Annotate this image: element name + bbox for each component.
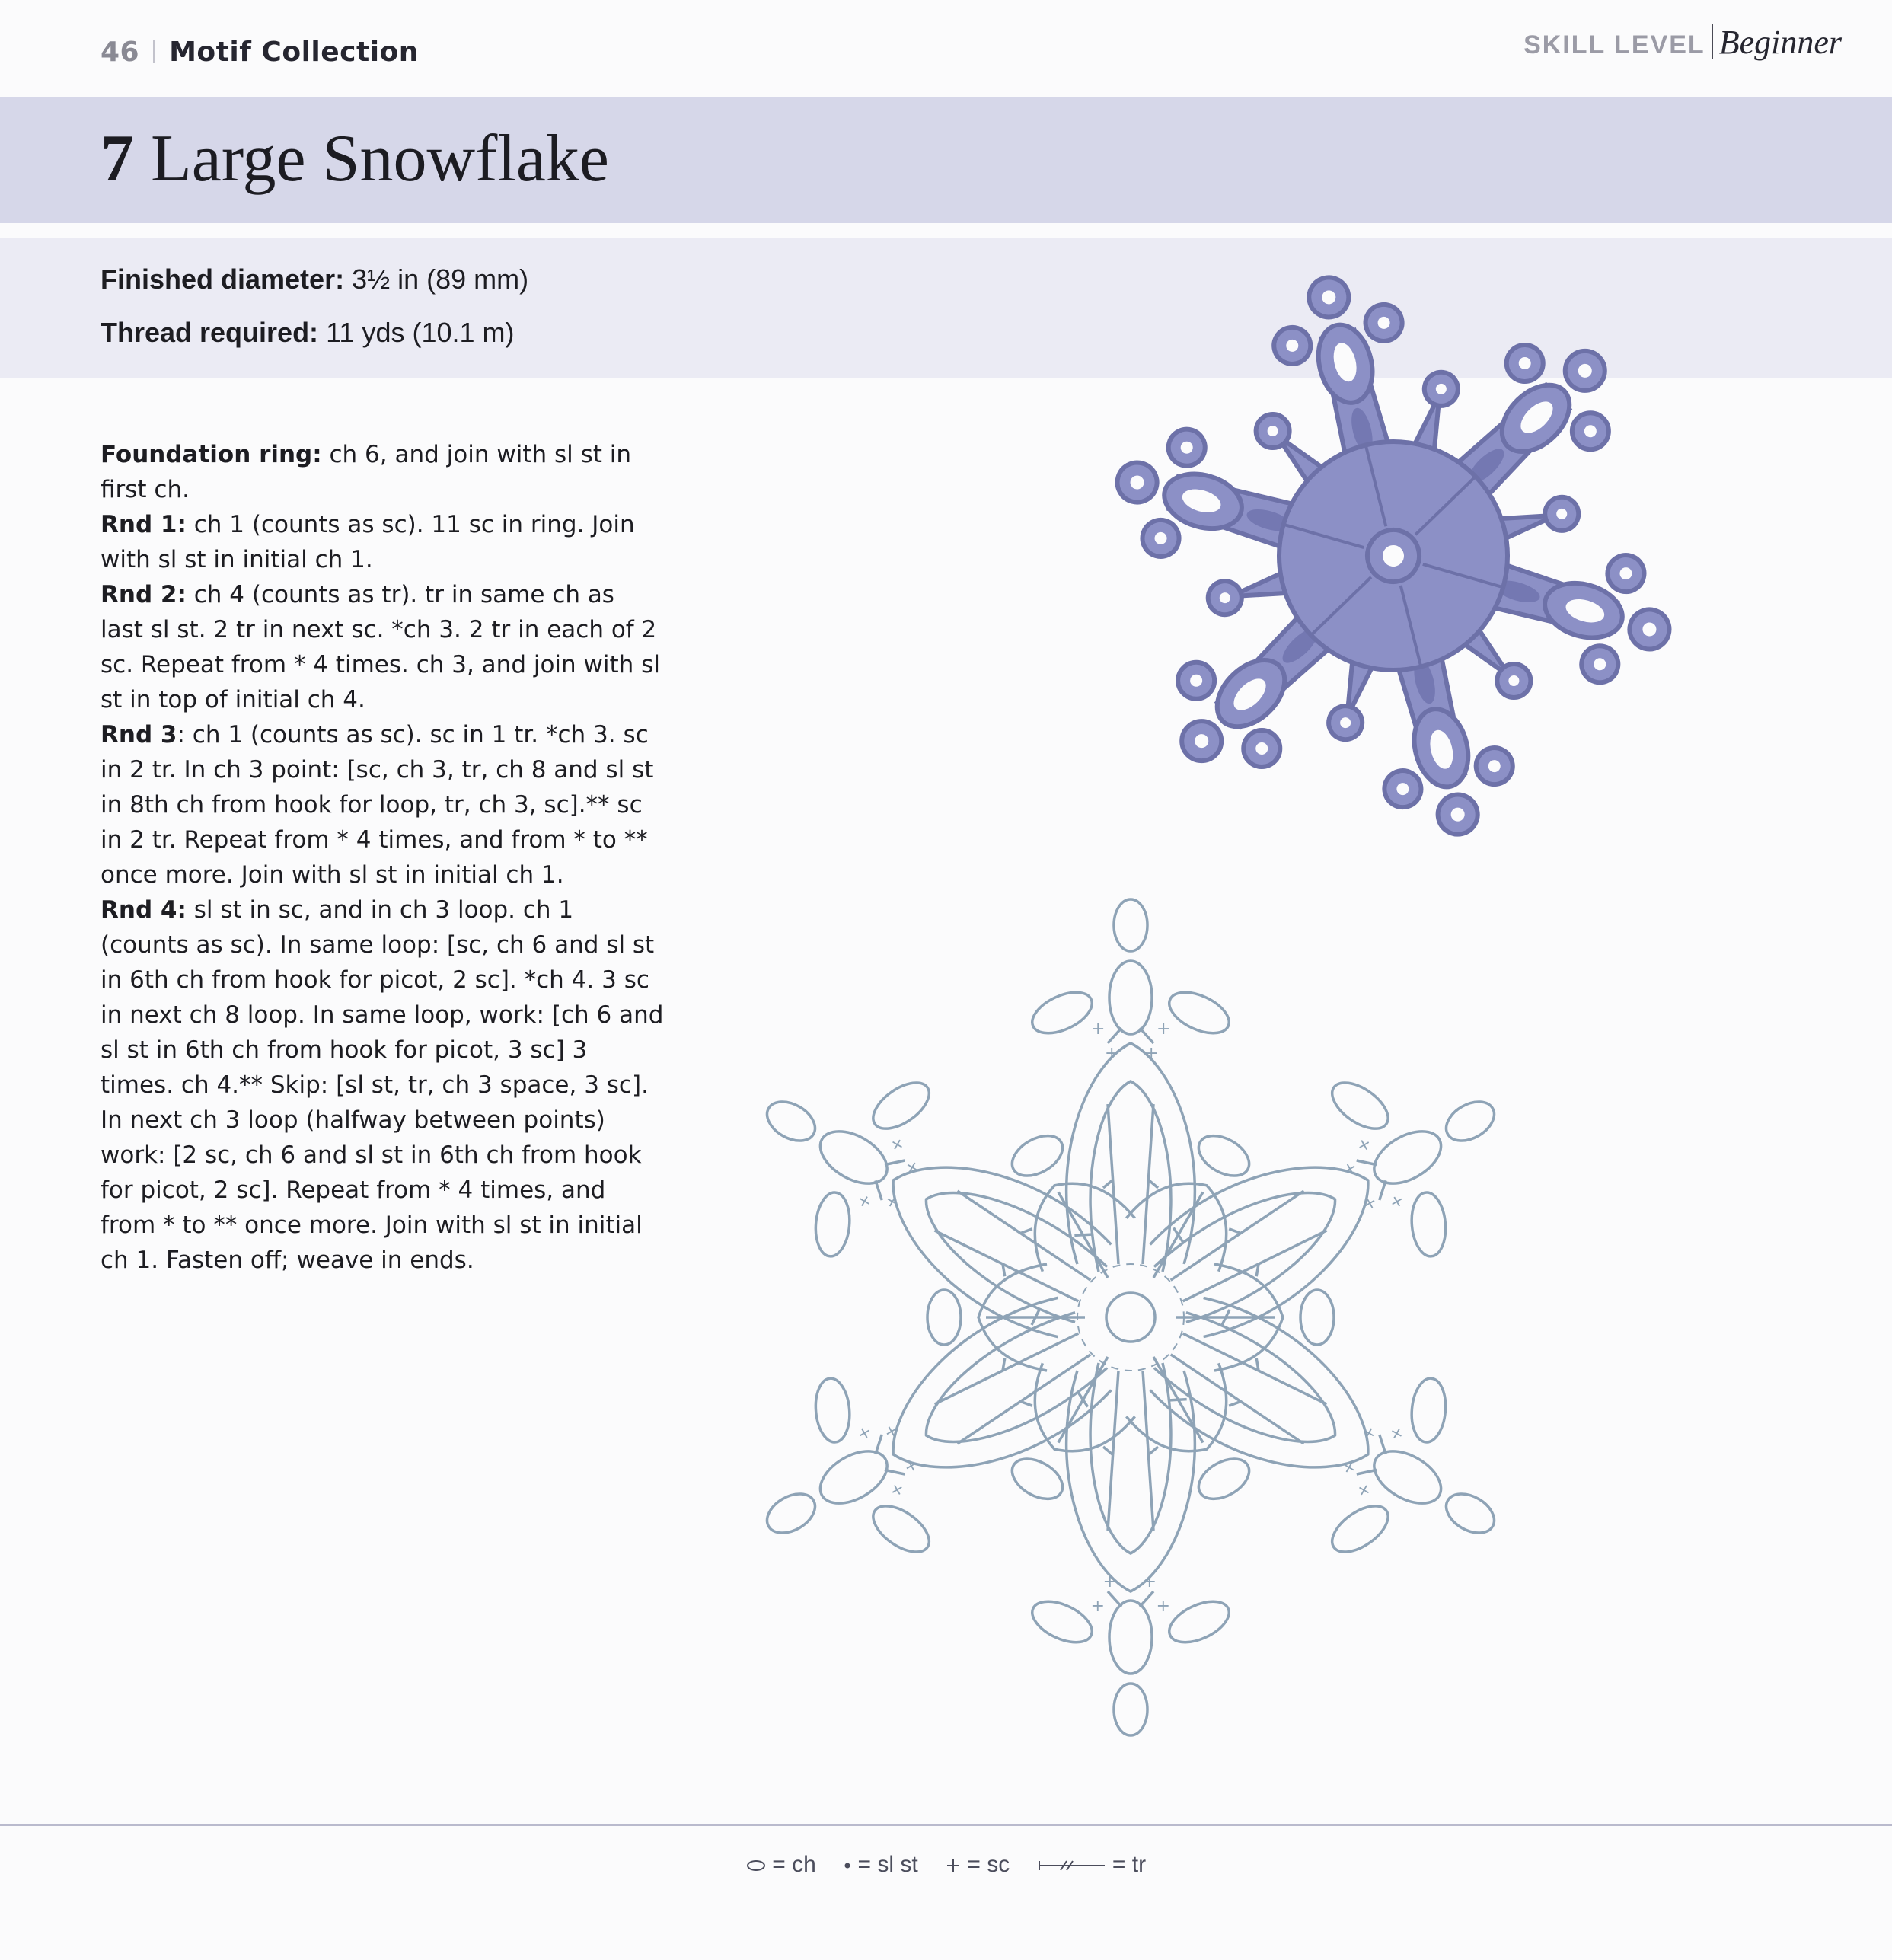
instruction-text: ch 4 (counts as tr). tr in same ch as last sl st. 2 tr in next sc. *ch 3. 2 tr in each of 2 sc. Repeat from * 4 times. ch 3, and join with sl st in top of initial ch 4. bbox=[101, 581, 660, 713]
diameter-value: 3½ in (89 mm) bbox=[352, 263, 529, 295]
legend-slst-label: = sl st bbox=[857, 1852, 918, 1877]
legend-item-slst bbox=[844, 1852, 924, 1877]
page-title bbox=[101, 122, 609, 196]
skill-level-label: SKILL LEVEL bbox=[1523, 30, 1705, 59]
single-crochet-symbol-icon bbox=[946, 1858, 961, 1873]
legend-item-sc bbox=[946, 1852, 1016, 1877]
finished-diameter bbox=[101, 263, 528, 295]
diameter-label: Finished diameter: bbox=[101, 263, 345, 295]
skill-level-divider bbox=[1712, 24, 1713, 59]
motif-number: 7 bbox=[101, 122, 134, 196]
instruction-label: Rnd 3 bbox=[101, 721, 177, 749]
skill-level bbox=[1523, 23, 1842, 62]
thread-required bbox=[101, 317, 515, 349]
slip-stitch-symbol-icon bbox=[844, 1862, 851, 1869]
instruction-rnd-4 bbox=[101, 892, 664, 1278]
pattern-instructions bbox=[101, 437, 664, 1278]
thread-label: Thread required: bbox=[101, 317, 319, 348]
snowflake-photo bbox=[1051, 183, 1736, 929]
instruction-text: sl st in sc, and in ch 3 loop. ch 1 (counts as sc). In same loop: [sc, ch 6 and sl st in 6th ch from hook for picot, 2 sc]. *ch 4. 3 sc in next ch 8 loop. In same loop, work: [ch 6 and sl st in 6th ch from hook for picot, 3 sc] 3 times. ch 4.** Skip: [sl st, tr, ch 3 space, 3 sc]. In next ch 3 loop (halfway between points) work: [2 sc, ch 6 and sl st in 6th ch from hook for picot, 2 sc]. Repeat from * 4 times, and from * to ** once more. Join with sl st in initial ch 1. Fasten off; weave in ends. bbox=[101, 896, 664, 1274]
instruction-rnd-3 bbox=[101, 717, 664, 892]
legend-tr-label: = tr bbox=[1112, 1852, 1147, 1877]
running-header bbox=[101, 37, 419, 68]
legend-sc-label: = sc bbox=[967, 1852, 1010, 1877]
legend-item-ch bbox=[746, 1852, 822, 1877]
page-number: 46 bbox=[101, 37, 140, 68]
instruction-label: Rnd 4: bbox=[101, 896, 187, 924]
legend-ch-label: = ch bbox=[772, 1852, 816, 1877]
crochet-chart-diagram bbox=[712, 845, 1549, 1789]
chain-symbol-icon bbox=[746, 1859, 766, 1872]
skill-level-value: Beginner bbox=[1718, 24, 1842, 61]
section-title: Motif Collection bbox=[169, 37, 419, 68]
motif-name: Large Snowflake bbox=[151, 122, 609, 196]
treble-crochet-symbol-icon bbox=[1038, 1858, 1106, 1873]
legend-item-tr bbox=[1038, 1852, 1147, 1877]
instruction-label: Rnd 2: bbox=[101, 581, 187, 608]
thread-value: 11 yds (10.1 m) bbox=[326, 317, 515, 348]
footer-rule bbox=[0, 1824, 1892, 1826]
instruction-label: Foundation ring: bbox=[101, 441, 322, 468]
instruction-text: ch 1 (counts as sc). 11 sc in ring. Join with sl st in initial ch 1. bbox=[101, 511, 635, 573]
instruction-rnd-1 bbox=[101, 507, 664, 577]
instruction-text: ch 6, and join with sl st in first ch. bbox=[101, 441, 632, 503]
instruction-text: : ch 1 (counts as sc). sc in 1 tr. *ch 3. sc in 2 tr. In ch 3 point: [sc, ch 3, tr, ch 8 and sl st in 8th ch from hook for loop, tr, ch 3, sc].** sc in 2 tr. Repeat from * 4 times, and from * to ** once more. Join with sl st in initial ch 1. bbox=[101, 721, 654, 889]
symbol-key bbox=[0, 1852, 1892, 1878]
instruction-rnd-2 bbox=[101, 577, 664, 717]
instruction-foundation bbox=[101, 437, 664, 507]
instruction-label: Rnd 1: bbox=[101, 511, 187, 538]
header-divider bbox=[153, 40, 155, 63]
